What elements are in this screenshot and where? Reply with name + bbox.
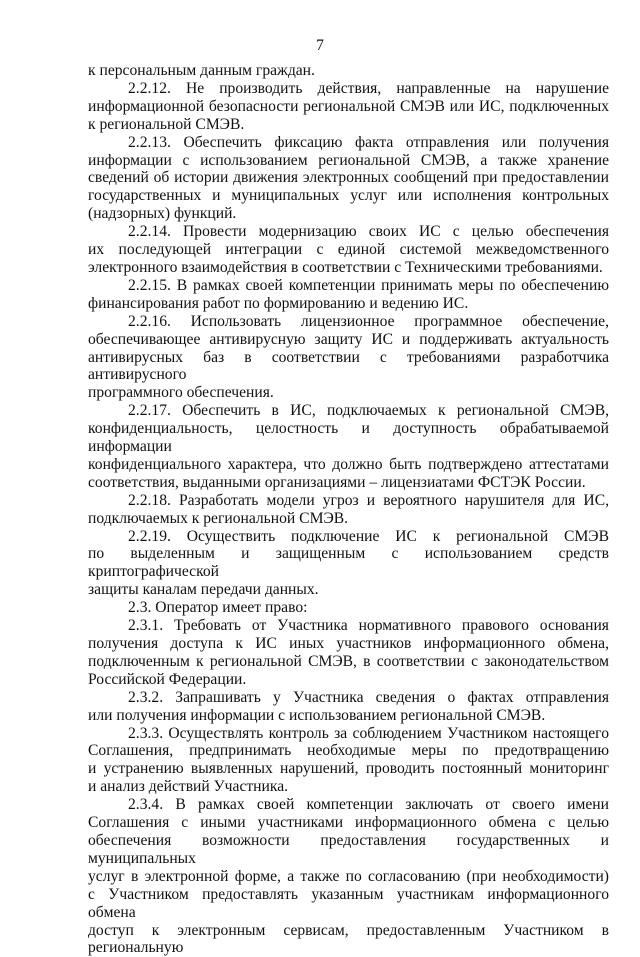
paragraph <box>88 796 609 957</box>
text-line: подключаемых к региональной СМЭВ. <box>88 510 609 528</box>
text-line: конфиденциального характера, что должно быть подтверждено аттестатами <box>88 456 609 474</box>
text-line: и анализ действий Участника. <box>88 778 609 796</box>
text-line: по выделенным и защищенным с использованием средств криптографической <box>88 545 609 581</box>
document-body <box>88 62 609 957</box>
paragraph <box>88 689 609 725</box>
text-line: 2.2.16. Использовать лицензионное программное обеспечение, <box>88 313 609 331</box>
paragraph <box>88 528 609 600</box>
text-line: программного обеспечения. <box>88 384 609 402</box>
text-line: сведений об истории движения электронных сообщений при предоставлении <box>88 169 609 187</box>
text-line: конфиденциальность, целостность и доступность обрабатываемой информации <box>88 420 609 456</box>
text-line: или получения информации с использованием региональной СМЭВ. <box>88 707 609 725</box>
paragraph <box>88 277 609 313</box>
text-line: с Участником предоставлять указанным участникам информационного обмена <box>88 886 609 922</box>
paragraph <box>88 725 609 797</box>
text-line: 2.2.14. Провести модернизацию своих ИС с целью обеспечения <box>88 223 609 241</box>
text-line: соответствия, выданными организациями – лицензиатами ФСТЭК России. <box>88 474 609 492</box>
text-line: Соглашения с иными участниками информационного обмена с целью <box>88 814 609 832</box>
text-line: доступ к электронным сервисам, предоставленным Участником в региональную <box>88 922 609 957</box>
paragraph <box>88 223 609 277</box>
text-line: информации с использованием региональной СМЭВ, а также хранение <box>88 152 609 170</box>
text-line: к региональной СМЭВ. <box>88 116 609 134</box>
text-line: подключенным к региональной СМЭВ, в соответствии с законодательством <box>88 653 609 671</box>
text-line: их последующей интеграции с единой системой межведомственного <box>88 241 609 259</box>
text-line: обеспечивающее антивирусную защиту ИС и поддерживать актуальность <box>88 331 609 349</box>
paragraph <box>88 313 609 403</box>
text-line: 2.2.18. Разработать модели угроз и вероятного нарушителя для ИС, <box>88 492 609 510</box>
text-line: 2.3.3. Осуществлять контроль за соблюдением Участником настоящего <box>88 725 609 743</box>
paragraph <box>88 402 609 492</box>
text-line: услуг в электронной форме, а также по согласованию (при необходимости) <box>88 868 609 886</box>
paragraph <box>88 492 609 528</box>
text-line: Соглашения, предпринимать необходимые меры по предотвращению <box>88 742 609 760</box>
text-line: обеспечения возможности предоставления государственных и муниципальных <box>88 832 609 868</box>
text-line: 2.3. Оператор имеет право: <box>88 599 609 617</box>
paragraph <box>88 80 609 134</box>
text-line: электронного взаимодействия в соответствии с Техническими требованиями. <box>88 259 609 277</box>
text-line: информационной безопасности региональной СМЭВ или ИС, подключенных <box>88 98 609 116</box>
text-line: и устранению выявленных нарушений, проводить постоянный мониторинг <box>88 760 609 778</box>
paragraph <box>88 599 609 617</box>
text-line: антивирусных баз в соответствии с требованиями разработчика антивирусного <box>88 349 609 385</box>
text-line: 2.2.13. Обеспечить фиксацию факта отправления или получения <box>88 134 609 152</box>
text-line: 2.2.15. В рамках своей компетенции принимать меры по обеспечению <box>88 277 609 295</box>
text-line: Российской Федерации. <box>88 671 609 689</box>
text-line: 2.2.12. Не производить действия, направленные на нарушение <box>88 80 609 98</box>
paragraph <box>88 617 609 689</box>
page-number: 7 <box>0 37 640 55</box>
text-line: 2.3.1. Требовать от Участника нормативного правового основания <box>88 617 609 635</box>
text-line: получения доступа к ИС иных участников информационного обмена, <box>88 635 609 653</box>
text-line: защиты каналам передачи данных. <box>88 581 609 599</box>
text-line: (надзорных) функций. <box>88 205 609 223</box>
text-line: 2.3.4. В рамках своей компетенции заключать от своего имени <box>88 796 609 814</box>
paragraph <box>88 62 609 80</box>
text-line: государственных и муниципальных услуг или исполнения контрольных <box>88 187 609 205</box>
text-line: 2.2.17. Обеспечить в ИС, подключаемых к региональной СМЭВ, <box>88 402 609 420</box>
text-line: к персональным данным граждан. <box>88 62 609 80</box>
text-line: 2.3.2. Запрашивать у Участника сведения о фактах отправления <box>88 689 609 707</box>
text-line: финансирования работ по формированию и ведению ИС. <box>88 295 609 313</box>
text-line: 2.2.19. Осуществить подключение ИС к региональной СМЭВ <box>88 528 609 546</box>
paragraph <box>88 134 609 224</box>
